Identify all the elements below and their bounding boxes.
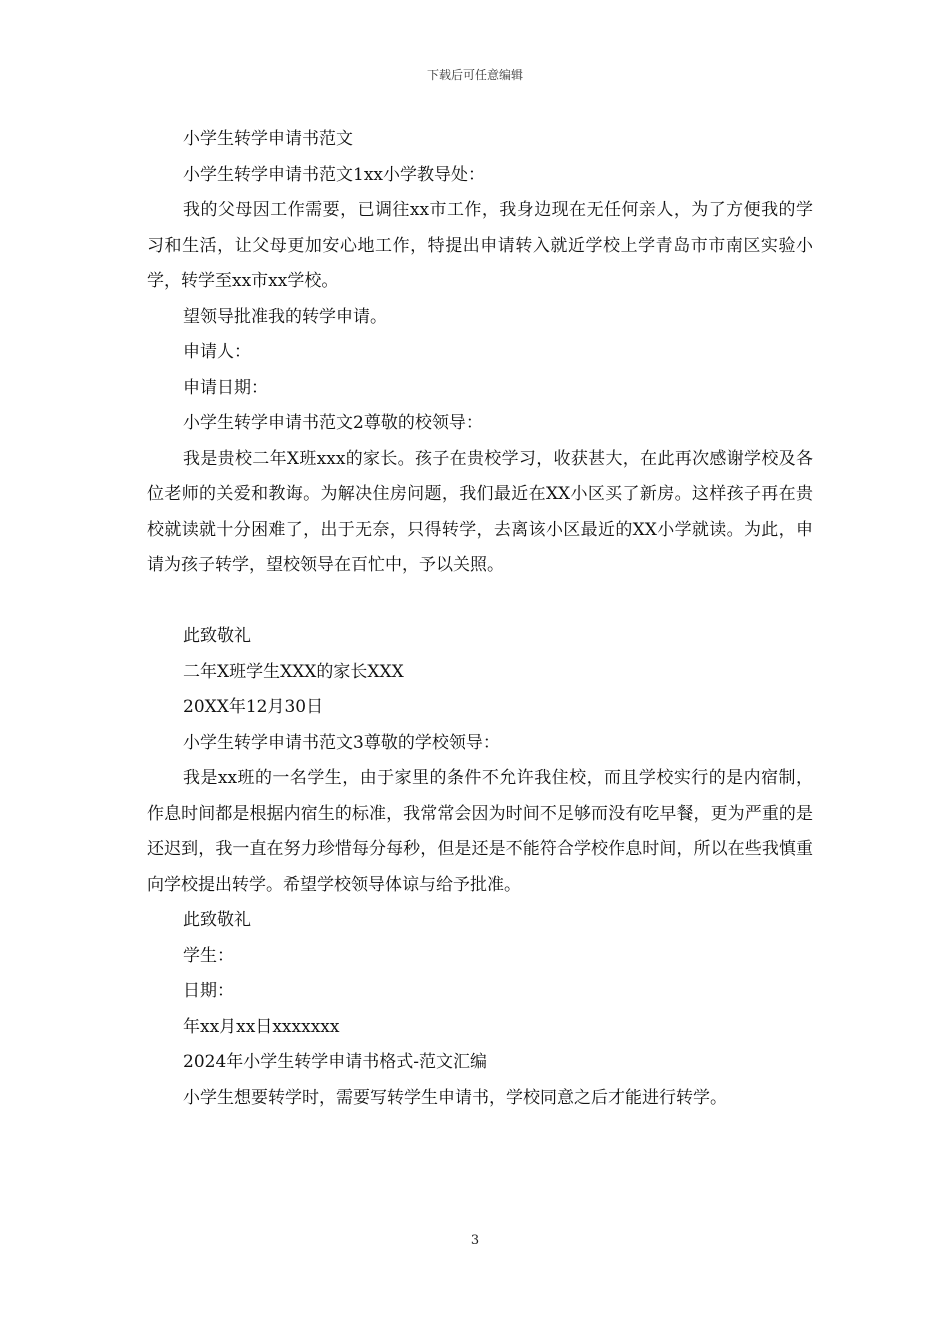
letter-1-applicant: 申请人： (183, 342, 251, 362)
page-number: 3 (470, 1233, 480, 1248)
document-body (147, 122, 813, 1116)
letter-3-date-label: 日期： (183, 981, 234, 1001)
page-header-note: 下载后可任意编辑 (426, 68, 523, 82)
document-title: 小学生转学申请书范文 (183, 129, 353, 149)
letter-2-signature: 二年X班学生XXX的家长XXX (183, 661, 404, 682)
letter-1-request: 望领导批准我的转学申请。 (183, 306, 387, 327)
letter-1-body: 我的父母因工作需要，已调往xx市工作，我身边现在无任何亲人，为了方便我的学习和生活，让父母更加安心地工作，特提出申请转入就近学校上学青岛市市南区实验小学，转学至xx市xx学校。 (147, 200, 813, 291)
letter-3-closing: 此致敬礼 (183, 910, 251, 930)
blank-line (147, 584, 813, 620)
letter-3-date: 年xx月xx日xxxxxxx (183, 1016, 340, 1037)
letter-2-body: 我是贵校二年X班xxx的家长。孩子在贵校学习，收获甚大，在此再次感谢学校及各位老师的关爱和教诲。为解决住房问题，我们最近在XX小区买了新房。这样孩子再在贵校就读就十分困难了，出于无奈，只得转学，去离该小区最近的XX小学就读。为此，申请为孩子转学，望校领导在百忙中，予以关照。 (147, 448, 813, 575)
letter-3-student: 学生： (183, 945, 234, 966)
letter-2-date: 20XX年12月30日 (183, 697, 324, 717)
section-intro: 小学生想要转学时，需要写转学生申请书，学校同意之后才能进行转学。 (183, 1087, 727, 1108)
letter-3-salutation: 小学生转学申请书范文3尊敬的学校领导： (183, 732, 500, 753)
letter-2-salutation: 小学生转学申请书范文2尊敬的校领导： (183, 413, 483, 433)
section-heading: 2024年小学生转学申请书格式-范文汇编 (183, 1052, 488, 1072)
letter-1-salutation: 小学生转学申请书范文1xx小学教导处： (183, 164, 485, 185)
letter-2-closing: 此致敬礼 (183, 626, 251, 646)
letter-3-body: 我是xx班的一名学生，由于家里的条件不允许我住校，而且学校实行的是内宿制，作息时间都是根据内宿生的标准，我常常会因为时间不足够而没有吃早餐，更为严重的是还迟到，我一直在努力珍惜每分每秒，但是还是不能符合学校作息时间，所以在些我慎重向学校提出转学。希望学校领导体谅与给予批准。 (147, 768, 813, 895)
letter-1-date: 申请日期： (183, 377, 268, 398)
